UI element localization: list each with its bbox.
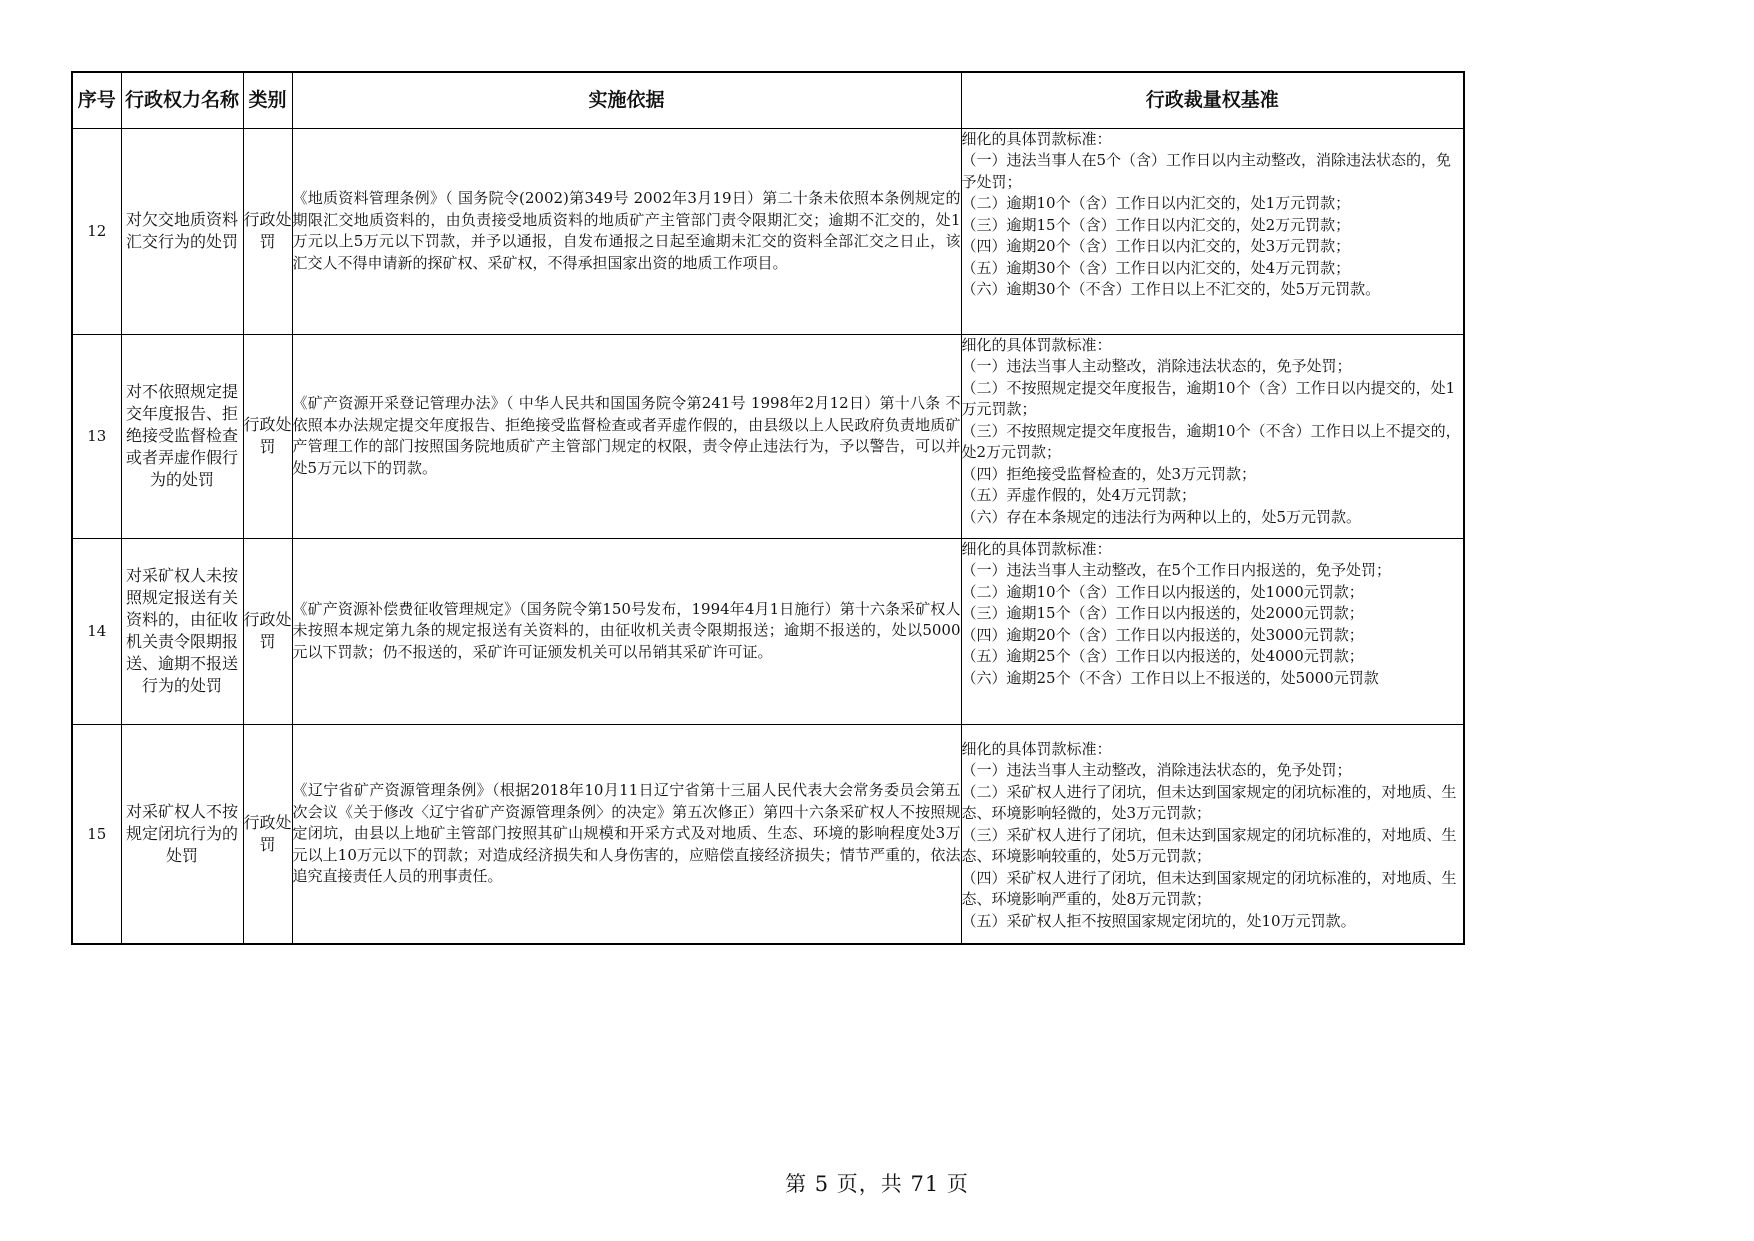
standard-line: （五）逾期25个（含）工作日以内报送的，处4000元罚款； <box>961 647 1364 665</box>
standard-line: 细化的具体罚款标准： <box>961 129 1112 148</box>
row-category: 行政处罚 <box>243 538 292 724</box>
row-basis: 《矿产资源补偿费征收管理规定》（国务院令第150号发布，1994年4月1日施行）第十六条采矿权人未按照本规定第九条的规定报送有关资料的，由征收机关责令限期报送；逾期不报送的，处以5000元以下罚款；仍不报送的，采矿许可证颁发机关可以吊销其采矿许可证。 <box>292 538 961 724</box>
row-name: 对不依照规定提交年度报告、拒绝接受监督检查或者弄虚作假行为的处罚 <box>121 334 243 538</box>
header-num: 序号 <box>72 72 121 128</box>
row-category: 行政处罚 <box>243 128 292 334</box>
row-num: 12 <box>72 128 121 334</box>
row-standard <box>961 334 1464 538</box>
standard-line: （四）采矿权人进行了闭坑，但未达到国家规定的闭坑标准的，对地质、生态、环境影响严重的，处8万元罚款； <box>961 868 1457 908</box>
header-category: 类别 <box>243 72 292 128</box>
standard-line: （一）违法当事人主动整改，消除违法状态的，免予处罚； <box>961 761 1352 779</box>
standard-line: （五）采矿权人拒不按照国家规定闭坑的，处10万元罚款。 <box>961 911 1356 930</box>
row-standard <box>961 724 1464 944</box>
standard-line: （四）拒绝接受监督检查的，处3万元罚款； <box>961 464 1257 483</box>
standard-line: 细化的具体罚款标准： <box>961 739 1112 758</box>
standard-line: （六）逾期30个（不含）工作日以上不汇交的，处5万元罚款。 <box>961 280 1381 298</box>
standard-line: 细化的具体罚款标准： <box>961 539 1112 558</box>
standard-line: （三）逾期15个（含）工作日以内报送的，处2000元罚款； <box>961 604 1364 622</box>
row-standard <box>961 128 1464 334</box>
row-basis: 《辽宁省矿产资源管理条例》（根据2018年10月11日辽宁省第十三届人民代表大会常务委员会第五次会议《关于修改〈辽宁省矿产资源管理条例〉的决定》第五次修正）第四十六条采矿权人不按照规定闭坑，由县以上地矿主管部门按照其矿山规模和开采方式及对地质、生态、环境的影响程度处3万元以上10万元以下的罚款；对造成经济损失和人身伤害的，应赔偿直接经济损失；情节严重的，依法追究直接责任人员的刑事责任。 <box>292 724 961 944</box>
row-num: 14 <box>72 538 121 724</box>
row-num: 13 <box>72 334 121 538</box>
standard-line: （二）采矿权人进行了闭坑，但未达到国家规定的闭坑标准的，对地质、生态、环境影响轻微的，处3万元罚款； <box>961 782 1457 822</box>
standard-line: （一）违法当事人主动整改，在5个工作日内报送的，免予处罚； <box>961 561 1392 579</box>
standard-line: （五）逾期30个（含）工作日以内汇交的，处4万元罚款； <box>961 258 1351 277</box>
header-name: 行政权力名称 <box>121 72 243 128</box>
enforcement-table <box>71 71 1465 945</box>
standard-line: （三）逾期15个（含）工作日以内汇交的，处2万元罚款； <box>961 215 1351 234</box>
header-basis: 实施依据 <box>292 72 961 128</box>
standard-line: （一）违法当事人主动整改，消除违法状态的，免予处罚； <box>961 357 1352 375</box>
standard-line: （二）逾期10个（含）工作日以内汇交的，处1万元罚款； <box>961 194 1351 212</box>
row-name: 对采矿权人不按规定闭坑行为的处罚 <box>121 724 243 944</box>
row-standard <box>961 538 1464 724</box>
standard-line: （二）不按照规定提交年度报告，逾期10个（含）工作日以内提交的，处1万元罚款； <box>961 378 1456 418</box>
row-category: 行政处罚 <box>243 334 292 538</box>
standard-line: （四）逾期20个（含）工作日以内汇交的，处3万元罚款； <box>961 237 1351 255</box>
row-basis: 《矿产资源开采登记管理办法》（ 中华人民共和国国务院令第241号 1998年2月12日）第十八条 不依照本办法规定提交年度报告、拒绝接受监督检查或者弄虚作假的，由县级以上人民政府负责地质矿产管理工作的部门按照国务院地质矿产主管部门规定的权限，责令停止违法行为，予以警告，可以并处5万元以下的罚款。 <box>292 334 961 538</box>
standard-line: 细化的具体罚款标准： <box>961 335 1112 354</box>
standard-line: （二）逾期10个（含）工作日以内报送的，处1000元罚款； <box>961 582 1364 601</box>
standard-line: （三）采矿权人进行了闭坑，但未达到国家规定的闭坑标准的，对地质、生态、环境影响较重的，处5万元罚款； <box>961 825 1457 865</box>
header-row <box>72 72 1464 128</box>
standard-line: （五）弄虚作假的，处4万元罚款； <box>961 486 1197 504</box>
standard-line: （三）不按照规定提交年度报告，逾期10个（不含）工作日以上不提交的，处2万元罚款； <box>961 421 1461 461</box>
standard-line: （四）逾期20个（含）工作日以内报送的，处3000元罚款； <box>961 625 1364 644</box>
header-standard: 行政裁量权基准 <box>961 72 1464 128</box>
table-row <box>72 724 1464 944</box>
table-row <box>72 128 1464 334</box>
row-category: 行政处罚 <box>243 724 292 944</box>
standard-line: （六）存在本条规定的违法行为两种以上的，处5万元罚款。 <box>961 507 1362 526</box>
row-basis: 《地质资料管理条例》（ 国务院令(2002)第349号 2002年3月19日）第二十条未依照本条例规定的期限汇交地质资料的，由负责接受地质资料的地质矿产主管部门责令限期汇交；逾期不汇交的，处1万元以上5万元以下罚款，并予以通报，自发布通报之日起至逾期未汇交的资料全部汇交之日止，该汇交人不得申请新的探矿权、采矿权，不得承担国家出资的地质工作项目。 <box>292 128 961 334</box>
row-name: 对欠交地质资料汇交行为的处罚 <box>121 128 243 334</box>
row-name: 对采矿权人未按照规定报送有关资料的，由征收机关责令限期报送、逾期不报送行为的处罚 <box>121 538 243 724</box>
table-row <box>72 538 1464 724</box>
page-number-footer: 第 5 页，共 71 页 <box>785 1172 969 1196</box>
row-num: 15 <box>72 724 121 944</box>
table-row <box>72 334 1464 538</box>
standard-line: （一）违法当事人在5个（含）工作日以内主动整改，消除违法状态的，免予处罚； <box>961 151 1452 191</box>
standard-line: （六）逾期25个（不含）工作日以上不报送的，处5000元罚款 <box>961 668 1379 687</box>
